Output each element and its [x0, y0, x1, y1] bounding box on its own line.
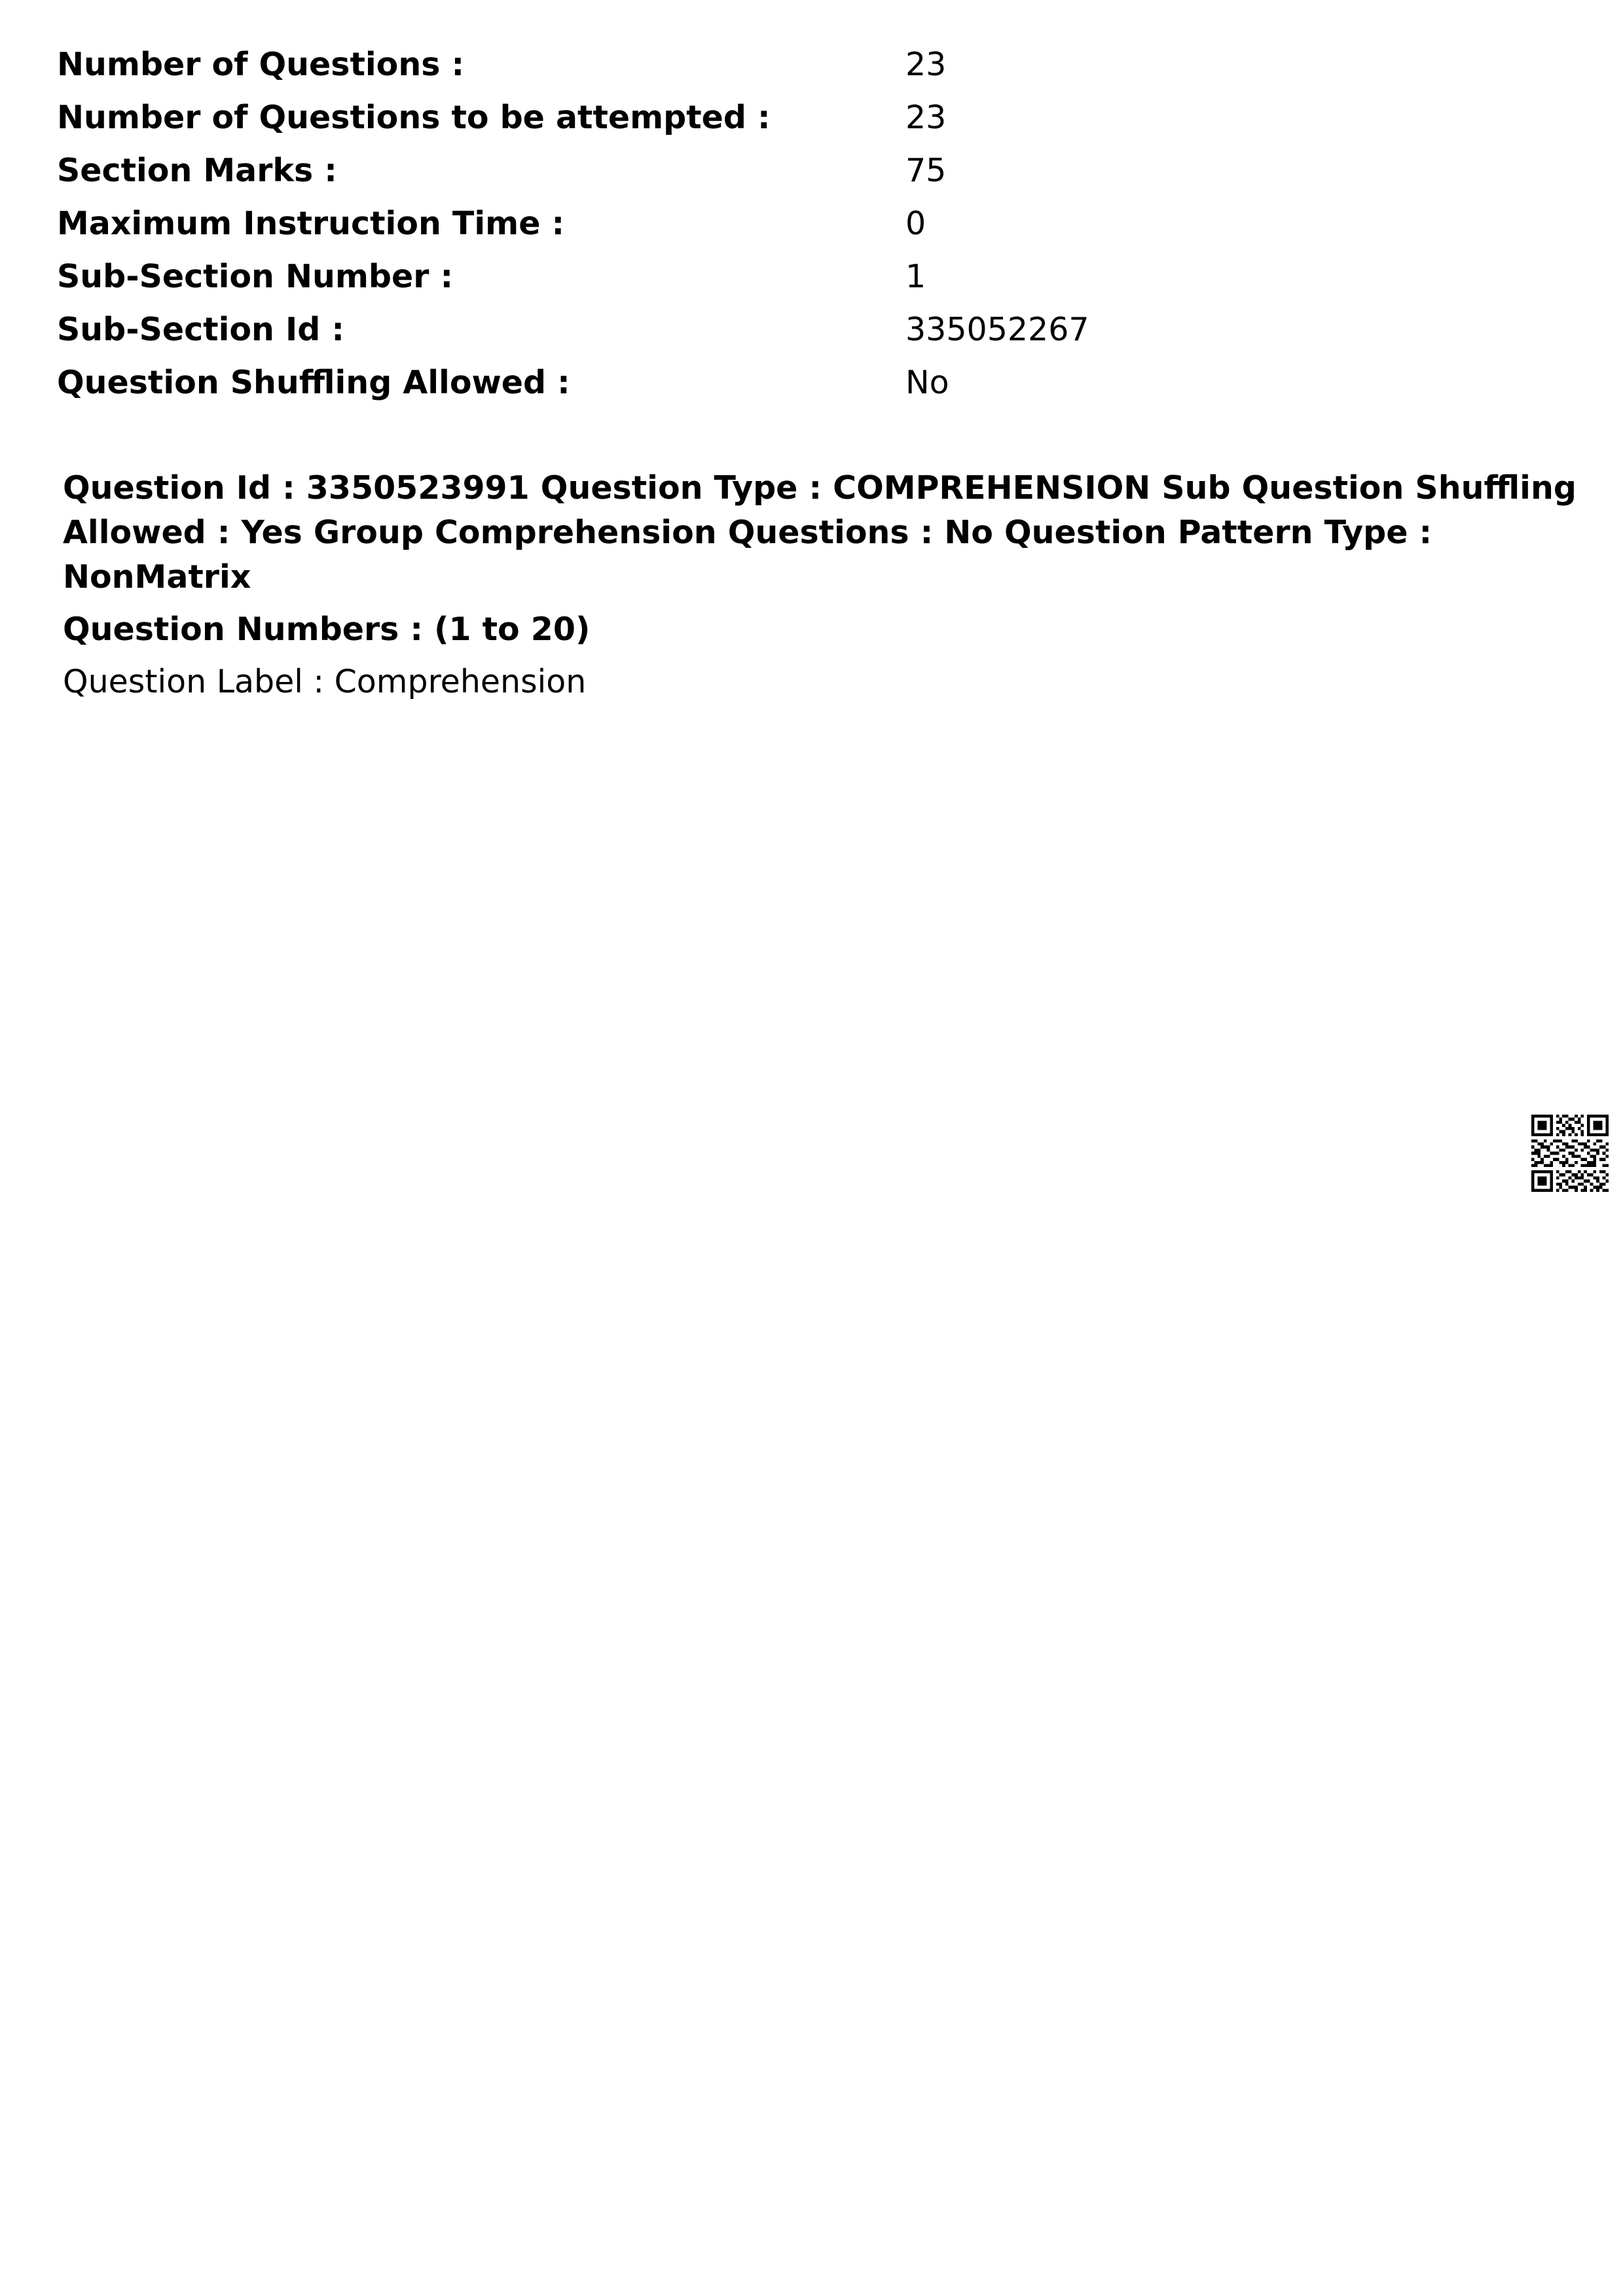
info-label: Sub-Section Id :	[57, 311, 344, 348]
info-value: 23	[905, 99, 947, 136]
info-row-section-marks	[57, 144, 1170, 197]
info-label: Maximum Instruction Time :	[57, 205, 565, 242]
question-numbers: Question Numbers : (1 to 20)	[63, 611, 591, 648]
info-value: 1	[905, 258, 926, 295]
info-value: No	[905, 364, 949, 401]
info-label: Number of Questions :	[57, 46, 465, 83]
info-row-question-shuffling	[57, 356, 1170, 409]
info-value: 75	[905, 152, 947, 189]
question-header: Question Id : 3350523991 Question Type : COMPREHENSION Sub Question Shuffling Allowed : Yes Group Comprehension Questions : No Question Pattern Type : NonMatrix	[63, 469, 1577, 596]
section-info-table	[57, 38, 1170, 409]
info-label: Section Marks :	[57, 152, 337, 189]
info-row-max-instruction-time	[57, 197, 1170, 250]
info-label: Question Shuffling Allowed :	[57, 364, 570, 401]
info-row-number-of-questions	[57, 38, 1170, 91]
info-row-sub-section-id	[57, 303, 1170, 356]
qr-code-icon	[1531, 1115, 1609, 1192]
info-label: Number of Questions to be attempted :	[57, 99, 771, 136]
info-value: 335052267	[905, 311, 1089, 348]
info-row-sub-section-number	[57, 250, 1170, 303]
info-row-questions-to-attempt	[57, 91, 1170, 144]
question-block	[63, 466, 1595, 704]
question-label: Question Label : Comprehension	[63, 663, 587, 700]
info-value: 0	[905, 205, 926, 242]
info-label: Sub-Section Number :	[57, 258, 454, 295]
info-value: 23	[905, 46, 947, 83]
